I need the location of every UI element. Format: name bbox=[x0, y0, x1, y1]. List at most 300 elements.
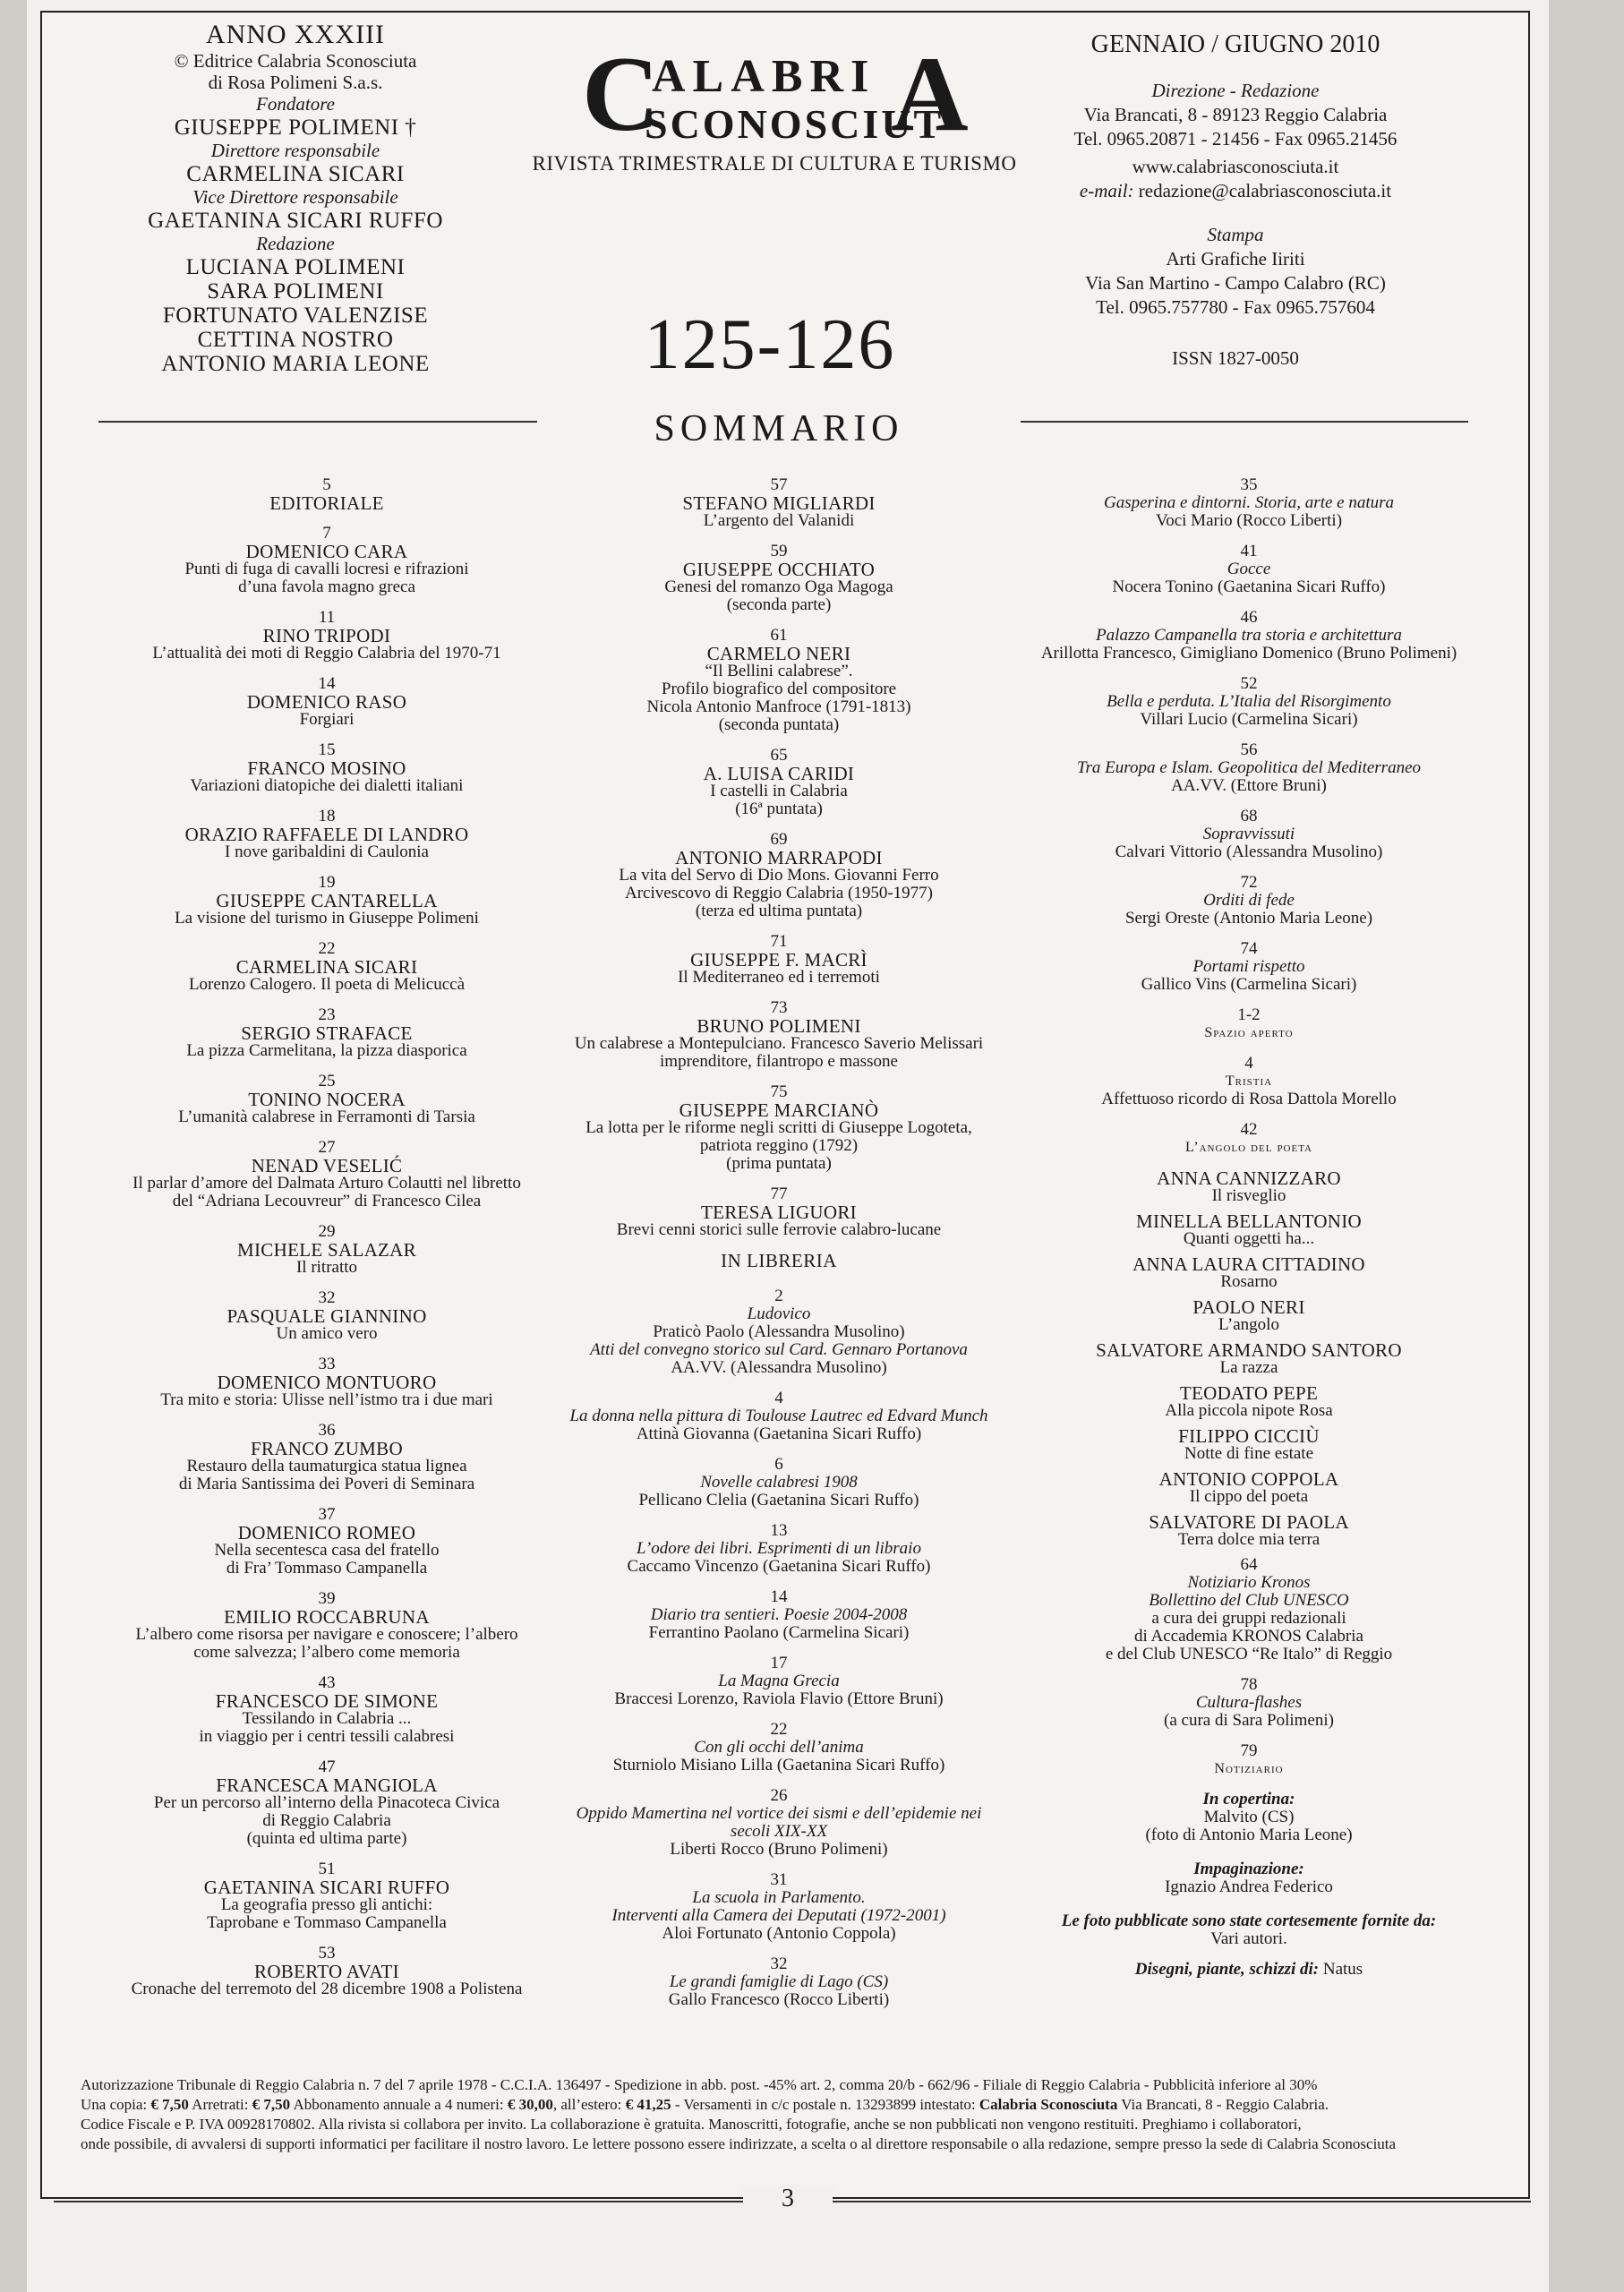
photo-credit bbox=[1021, 1912, 1477, 1948]
price-abroad: € 41,25 bbox=[625, 2096, 671, 2113]
entry-page-number: 71 bbox=[770, 932, 788, 951]
staff-name: ANTONIO MARIA LEONE bbox=[161, 352, 430, 376]
staff-name: FORTUNATO VALENZISE bbox=[162, 304, 429, 328]
entry-author: FRANCO MOSINO bbox=[247, 757, 406, 779]
contents-entry bbox=[555, 1787, 1003, 1859]
entry-author: TONINO NOCERA bbox=[248, 1089, 406, 1110]
entry-author: PASQUALE GIANNINO bbox=[227, 1305, 427, 1327]
entry-title: Con gli occhi dell’anima bbox=[694, 1738, 864, 1757]
contents-entry bbox=[555, 1588, 1003, 1642]
entry-text: Nocera Tonino (Gaetanina Sicari Ruffo) bbox=[1112, 577, 1386, 596]
entry-page-number: 77 bbox=[770, 1184, 788, 1203]
cover-credit bbox=[1021, 1791, 1477, 1844]
entry-page-number: 11 bbox=[318, 608, 336, 627]
entry-title: La scuola in Parlamento. bbox=[692, 1888, 866, 1907]
entry-text: di Fra’ Tommaso Campanella bbox=[226, 1559, 428, 1578]
contents-entry bbox=[98, 609, 555, 663]
entry-page-number: 27 bbox=[318, 1138, 336, 1157]
poem-entry bbox=[1021, 1513, 1477, 1549]
website-link[interactable]: www.calabriasconosciuta.it bbox=[1132, 156, 1339, 177]
entry-text: a cura dei gruppi redazionali bbox=[1151, 1609, 1346, 1628]
editorial-staff-label: Redazione bbox=[256, 233, 335, 254]
contents-entry bbox=[98, 675, 555, 729]
entry-page-number: 72 bbox=[1240, 873, 1258, 892]
price-back-issues: € 7,50 bbox=[252, 2096, 291, 2113]
entry-author: SERGIO STRAFACE bbox=[241, 1022, 413, 1044]
contents-entry bbox=[98, 1945, 555, 1998]
issn: ISSN 1827-0050 bbox=[1172, 347, 1299, 369]
entry-text: La geografia presso gli antichi: bbox=[220, 1895, 433, 1914]
entry-title: Diario tra sentieri. Poesie 2004-2008 bbox=[650, 1605, 908, 1624]
entry-page-number: 32 bbox=[770, 1954, 788, 1973]
poet-name: TEODATO PEPE bbox=[1179, 1382, 1319, 1404]
contents-entry bbox=[98, 1758, 555, 1848]
entry-title: Notiziario Kronos bbox=[1187, 1573, 1311, 1592]
entry-text: di Accademia KRONOS Calabria bbox=[1134, 1627, 1363, 1646]
entry-text: come salvezza; l’albero come memoria bbox=[193, 1643, 460, 1662]
entry-text: in viaggio per i centri tessili calabresi bbox=[199, 1727, 455, 1746]
entry-page-number: 59 bbox=[770, 542, 788, 560]
footer-line-4: onde possibile, di avvalersi di supporti informatici per facilitare il nostro lavoro. Le lettere possono essere indirizzate, a scelta o al direttore responsabile o alla redazione, sempre presso la sede di Calabria Sconosciuta bbox=[81, 2135, 1397, 2152]
entry-page-number: 19 bbox=[318, 873, 336, 892]
entry-author: FRANCO ZUMBO bbox=[251, 1438, 403, 1459]
entry-author: FRANCESCO DE SIMONE bbox=[215, 1690, 439, 1712]
entry-text: Forgiari bbox=[299, 710, 355, 729]
in-libreria-title: IN LIBRERIA bbox=[721, 1250, 837, 1271]
staff-name: CETTINA NOSTRO bbox=[197, 328, 394, 352]
volume-year: ANNO XXXIII bbox=[205, 20, 386, 49]
drawings-credit bbox=[1021, 1961, 1477, 1979]
entry-title: Palazzo Campanella tra storia e architettura bbox=[1096, 626, 1402, 645]
entry-page-number: 7 bbox=[322, 524, 331, 543]
footer-line-2: Una copia: € 7,50 Arretrati: € 7,50 Abbonamento annuale a 4 numeri: € 30,00, all’estero: € 41,25 - Versamenti in c/c postale n. 13293899 intestato: Calabria Sconosciuta Via Brancati, 8 - Reggio Calabria. bbox=[81, 2096, 1329, 2113]
contents-entry bbox=[555, 1721, 1003, 1775]
entry-page-number: 73 bbox=[770, 998, 788, 1017]
entry-title: Bella e perduta. L’Italia del Risorgimento bbox=[1107, 692, 1391, 711]
poem-title: Il cippo del poeta bbox=[1189, 1487, 1309, 1506]
entry-page-number: 78 bbox=[1240, 1675, 1258, 1694]
entry-page-number: 33 bbox=[318, 1355, 336, 1373]
entry-title: Atti del convegno storico sul Card. Gennaro Portanova bbox=[590, 1340, 968, 1359]
entry-text: Gallico Vins (Carmelina Sicari) bbox=[1141, 975, 1357, 994]
entry-text: e del Club UNESCO “Re Italo” di Reggio bbox=[1105, 1645, 1393, 1663]
entry-text: AA.VV. (Ettore Bruni) bbox=[1171, 776, 1327, 795]
contents-entry bbox=[1021, 741, 1477, 795]
entry-text: I castelli in Calabria bbox=[710, 782, 848, 800]
contents-entry bbox=[555, 933, 1003, 987]
entry-page-number: 29 bbox=[318, 1222, 336, 1241]
masthead-left bbox=[63, 20, 528, 376]
contents-entry bbox=[98, 476, 555, 512]
entry-page-number: 4 bbox=[1244, 1054, 1253, 1073]
contents-entry bbox=[1021, 1556, 1477, 1663]
issue-number: 125-126 bbox=[644, 305, 896, 384]
entry-page-number: 17 bbox=[770, 1654, 788, 1672]
entry-author: ROBERTO AVATI bbox=[254, 1961, 399, 1982]
entry-text: Affettuoso ricordo di Rosa Dattola Morello bbox=[1101, 1090, 1397, 1108]
contents-entry bbox=[98, 1139, 555, 1210]
contents-entry bbox=[555, 627, 1003, 734]
direction-label: Direzione - Redazione bbox=[1151, 80, 1320, 101]
founder-name: GIUSEPPE POLIMENI † bbox=[174, 115, 417, 140]
entry-author: A. LUISA CARIDI bbox=[703, 763, 855, 784]
director-name: CARMELINA SICARI bbox=[186, 162, 405, 186]
entry-text: d’una favola magno greca bbox=[238, 577, 415, 596]
entry-text: Tra mito e storia: Ulisse nell’istmo tra i due mari bbox=[160, 1390, 493, 1409]
entry-author: GIUSEPPE MARCIANÒ bbox=[679, 1099, 879, 1121]
printer-name: Arti Grafiche Iiriti bbox=[1166, 248, 1305, 269]
entry-text: di Reggio Calabria bbox=[262, 1811, 391, 1830]
price-subscription: € 30,00 bbox=[507, 2096, 553, 2113]
entry-page-number: 31 bbox=[770, 1870, 788, 1889]
footer-line-3: Codice Fiscale e P. IVA 00928170802. Alla rivista si collabora per invito. La collaborazione è gratuita. Manoscritti, fotografie, anche se non pubblicati non vengono restituiti. Preghiamo i collaboratori, bbox=[81, 2116, 1302, 2133]
entry-text: Braccesi Lorenzo, Raviola Flavio (Ettore Bruni) bbox=[614, 1689, 944, 1708]
contents-entry bbox=[98, 1590, 555, 1662]
entry-text: del “Adriana Lecouvreur” di Francesco Cilea bbox=[172, 1192, 482, 1210]
entry-text: I nove garibaldini di Caulonia bbox=[225, 842, 429, 861]
staff-name: SARA POLIMENI bbox=[207, 279, 384, 304]
price-single: € 7,50 bbox=[150, 2096, 189, 2113]
entry-page-number: 13 bbox=[770, 1521, 788, 1540]
entry-title: La donna nella pittura di Toulouse Lautrec ed Edvard Munch bbox=[569, 1407, 988, 1425]
contents-entry bbox=[1021, 940, 1477, 994]
poem-title: Terra dolce mia terra bbox=[1177, 1530, 1321, 1549]
contents-entry bbox=[98, 1356, 555, 1409]
entry-author: DOMENICO MONTUORO bbox=[217, 1372, 437, 1393]
entry-author: DOMENICO ROMEO bbox=[237, 1522, 416, 1544]
poem-entry bbox=[1021, 1384, 1477, 1420]
vice-director-name: GAETANINA SICARI RUFFO bbox=[148, 209, 443, 233]
entry-author: CARMELO NERI bbox=[706, 643, 851, 664]
poet-name: PAOLO NERI bbox=[1192, 1296, 1305, 1318]
entry-page-number: 61 bbox=[770, 626, 788, 645]
entry-page-number: 15 bbox=[318, 740, 336, 759]
poem-entry bbox=[1021, 1212, 1477, 1248]
entry-author: GIUSEPPE CANTARELLA bbox=[216, 890, 438, 911]
contents-entry bbox=[1021, 1742, 1477, 1778]
entry-text: Un calabrese a Montepulciano. Francesco Saverio Melissari bbox=[574, 1034, 984, 1053]
entry-text: L’umanità calabrese in Ferramonti di Tarsia bbox=[178, 1108, 475, 1126]
entry-page-number: 42 bbox=[1240, 1120, 1258, 1139]
entry-section-name: L’angolo del poeta bbox=[1184, 1140, 1313, 1155]
entry-page-number: 5 bbox=[322, 475, 331, 494]
entry-author: BRUNO POLIMENI bbox=[697, 1015, 861, 1037]
print-label: Stampa bbox=[1207, 224, 1264, 245]
entry-text: Arillotta Francesco, Gimigliano Domenico (Bruno Polimeni) bbox=[1040, 644, 1457, 663]
entry-title: Gocce bbox=[1227, 560, 1271, 578]
entry-text: patriota reggino (1792) bbox=[699, 1136, 859, 1155]
poem-title: Il risveglio bbox=[1211, 1186, 1286, 1205]
contents-entry bbox=[555, 1955, 1003, 2009]
entry-page-number: 36 bbox=[318, 1421, 336, 1440]
entry-page-number: 14 bbox=[318, 674, 336, 693]
contents-entry bbox=[1021, 1676, 1477, 1730]
logo-word-calabria: ALABRI bbox=[652, 51, 876, 102]
logo-word-sconosciuta: SCONOSCIUT bbox=[645, 101, 944, 147]
entry-text: Villari Lucio (Carmelina Sicari) bbox=[1140, 710, 1358, 729]
entry-page-number: 25 bbox=[318, 1072, 336, 1090]
entry-title: secoli XIX-XX bbox=[730, 1822, 828, 1841]
entry-text: Voci Mario (Rocco Liberti) bbox=[1155, 511, 1343, 530]
office-address: Via Brancati, 8 - 89123 Reggio Calabria bbox=[1083, 104, 1388, 125]
poet-name: MINELLA BELLANTONIO bbox=[1135, 1210, 1363, 1232]
contents-entry bbox=[1021, 543, 1477, 596]
poem-entry bbox=[1021, 1169, 1477, 1205]
photo-credit-label: Le foto pubblicate sono state cortesemente fornite da: bbox=[1061, 1911, 1437, 1930]
entry-page-number: 46 bbox=[1240, 608, 1258, 627]
contents-entry bbox=[98, 525, 555, 596]
entry-page-number: 57 bbox=[770, 475, 788, 494]
entry-title: Bollettino del Club UNESCO bbox=[1149, 1591, 1349, 1610]
entry-author: RINO TRIPODI bbox=[262, 625, 391, 646]
contents-entry bbox=[98, 1422, 555, 1493]
drawings-credit-value: Natus bbox=[1322, 1960, 1363, 1979]
entry-author: GAETANINA SICARI RUFFO bbox=[203, 1877, 450, 1898]
entry-page-number: 43 bbox=[318, 1673, 336, 1692]
poem-title: Rosarno bbox=[1220, 1272, 1278, 1291]
entry-text: (seconda parte) bbox=[726, 595, 832, 614]
contents-entry bbox=[1021, 476, 1477, 530]
entry-author: GIUSEPPE OCCHIATO bbox=[682, 559, 876, 580]
entry-title: Interventi alla Camera dei Deputati (1972-2001) bbox=[611, 1906, 946, 1925]
entry-text: Aloi Fortunato (Antonio Coppola) bbox=[662, 1924, 896, 1943]
entry-page-number: 52 bbox=[1240, 674, 1258, 693]
poem-entry bbox=[1021, 1298, 1477, 1334]
entry-text: L’attualità dei moti di Reggio Calabria del 1970-71 bbox=[152, 644, 501, 663]
entry-text: Restauro della taumaturgica statua lignea bbox=[186, 1457, 467, 1475]
entry-text: La lotta per le riforme negli scritti di Giuseppe Logoteta, bbox=[585, 1118, 972, 1137]
entry-text: Cronache del terremoto del 28 dicembre 1908 a Polistena bbox=[131, 1980, 523, 1998]
legal-footer bbox=[81, 2075, 1495, 2154]
contents-entry bbox=[555, 1083, 1003, 1173]
poem-entry bbox=[1021, 1341, 1477, 1377]
entry-text: Il Mediterraneo ed i terremoti bbox=[678, 968, 880, 987]
entry-text: Attinà Giovanna (Gaetanina Sicari Ruffo) bbox=[636, 1424, 922, 1443]
entry-page-number: 53 bbox=[318, 1944, 336, 1963]
entry-text: Brevi cenni storici sulle ferrovie calabro-lucane bbox=[616, 1220, 942, 1239]
layout-name: Ignazio Andrea Federico bbox=[1165, 1877, 1333, 1896]
entry-text: Per un percorso all’interno della Pinacoteca Civica bbox=[153, 1793, 500, 1812]
entry-page-number: 39 bbox=[318, 1589, 336, 1608]
poet-name: ANTONIO COPPOLA bbox=[1158, 1468, 1339, 1490]
entry-text: Punti di fuga di cavalli locresi e rifrazioni bbox=[184, 560, 469, 578]
entry-author: TERESA LIGUORI bbox=[701, 1202, 857, 1223]
poem-title: Notte di fine estate bbox=[1184, 1444, 1314, 1463]
poem-title: La razza bbox=[1219, 1358, 1278, 1377]
photo-credit-value: Vari autori. bbox=[1210, 1929, 1287, 1948]
entry-page-number: 64 bbox=[1240, 1555, 1258, 1574]
entry-text: Lorenzo Calogero. Il poeta di Melicuccà bbox=[188, 975, 466, 994]
entry-section-name: Tristia bbox=[1225, 1073, 1273, 1089]
staff-name: LUCIANA POLIMENI bbox=[185, 255, 406, 279]
entry-author: MICHELE SALAZAR bbox=[237, 1239, 416, 1261]
entry-page-number: 69 bbox=[770, 830, 788, 849]
contents-entry bbox=[555, 1655, 1003, 1708]
email-link[interactable]: redazione@calabriasconosciuta.it bbox=[1138, 180, 1392, 201]
contents-column-1 bbox=[98, 476, 555, 2011]
entry-text: Gallo Francesco (Rocco Liberti) bbox=[668, 1990, 890, 2009]
entry-page-number: 14 bbox=[770, 1587, 788, 1606]
entry-title: Ludovico bbox=[747, 1304, 811, 1323]
contents-entry bbox=[98, 1223, 555, 1277]
entry-text: La vita del Servo di Dio Mons. Giovanni Ferro bbox=[619, 866, 939, 885]
entry-text: (a cura di Sara Polimeni) bbox=[1164, 1711, 1334, 1730]
entry-text: (quinta ed ultima parte) bbox=[246, 1829, 407, 1848]
entry-text: L’albero come risorsa per navigare e conoscere; l’albero bbox=[135, 1625, 518, 1644]
entry-author: EDITORIALE bbox=[269, 492, 384, 514]
entry-title: Sopravvissuti bbox=[1202, 825, 1295, 843]
entry-page-number: 4 bbox=[774, 1389, 783, 1407]
footer-line-1: Autorizzazione Tribunale di Reggio Calabria n. 7 del 7 aprile 1978 - C.C.I.A. 136497 - Spedizione in abb. post. -45% art. 2, comma 20/b - 662/96 - Filiale di Reggio Calabria - Pubblicità inferiore al 30% bbox=[81, 2076, 1318, 2093]
entry-author: CARMELINA SICARI bbox=[235, 956, 418, 978]
poem-entry bbox=[1021, 1427, 1477, 1463]
contents-column-3 bbox=[1021, 476, 1477, 1991]
entry-page-number: 47 bbox=[318, 1757, 336, 1776]
entry-text: La pizza Carmelitana, la pizza diasporica bbox=[186, 1041, 467, 1060]
logo-letter-c: C bbox=[582, 34, 660, 153]
entry-page-number: 35 bbox=[1240, 475, 1258, 494]
entry-author: GIUSEPPE F. MACRÌ bbox=[690, 949, 868, 971]
contents-entry bbox=[98, 1674, 555, 1746]
entry-title: Orditi di fede bbox=[1203, 891, 1295, 910]
office-phone: Tel. 0965.20871 - 21456 - Fax 0965.21456 bbox=[1073, 128, 1397, 150]
contents-entry bbox=[555, 1871, 1003, 1943]
entry-section-name: Notiziario bbox=[1214, 1761, 1284, 1776]
contents-entry bbox=[98, 1506, 555, 1578]
contents-entry bbox=[98, 1073, 555, 1126]
entry-text: Un amico vero bbox=[276, 1324, 378, 1343]
contents-entry bbox=[98, 741, 555, 795]
poet-name: FILIPPO CICCIÙ bbox=[1178, 1425, 1320, 1447]
entry-text: (seconda puntata) bbox=[718, 715, 840, 734]
entry-section-name: Spazio aperto bbox=[1204, 1025, 1294, 1040]
contents-entry bbox=[98, 874, 555, 928]
printer-address: Via San Martino - Campo Calabro (RC) bbox=[1085, 272, 1386, 294]
entry-text: Nicola Antonio Manfroce (1791-1813) bbox=[646, 697, 911, 716]
entry-title: La Magna Grecia bbox=[718, 1672, 840, 1690]
entry-text: Liberti Rocco (Bruno Polimeni) bbox=[670, 1840, 888, 1859]
contents-entry bbox=[1021, 675, 1477, 729]
page-number: 3 bbox=[743, 2185, 833, 2213]
poem-entry bbox=[1021, 1470, 1477, 1506]
poem-entry bbox=[1021, 1255, 1477, 1291]
poet-name: SALVATORE ARMANDO SANTORO bbox=[1096, 1339, 1402, 1361]
issue-date: GENNAIO / GIUGNO 2010 bbox=[1090, 30, 1380, 58]
entry-page-number: 68 bbox=[1240, 807, 1258, 825]
entry-text: (terza ed ultima puntata) bbox=[695, 902, 863, 920]
publisher-line-1: © Editrice Calabria Sconosciuta bbox=[174, 50, 417, 72]
entry-text: La visione del turismo in Giuseppe Polimeni bbox=[175, 909, 479, 928]
entry-author: EMILIO ROCCABRUNA bbox=[224, 1606, 430, 1628]
entry-text: Profilo biografico del compositore bbox=[661, 680, 897, 698]
contents-entry bbox=[1021, 1055, 1477, 1108]
contents-entry bbox=[555, 831, 1003, 920]
cover-label: In copertina: bbox=[1202, 1790, 1295, 1809]
entry-text: Caccamo Vincenzo (Gaetanina Sicari Ruffo) bbox=[627, 1557, 931, 1576]
entry-page-number: 56 bbox=[1240, 740, 1258, 759]
entry-page-number: 6 bbox=[774, 1455, 783, 1474]
founder-label: Fondatore bbox=[256, 93, 335, 115]
entry-page-number: 79 bbox=[1240, 1741, 1258, 1760]
poem-title: L’angolo bbox=[1218, 1315, 1279, 1334]
entry-text: “Il Bellini calabrese”. bbox=[705, 662, 853, 680]
contents-entry bbox=[98, 1006, 555, 1060]
contents-entry bbox=[98, 940, 555, 994]
entry-text: imprenditore, filantropo e massone bbox=[660, 1052, 898, 1071]
magazine-logo bbox=[537, 34, 985, 153]
entry-text: Pellicano Clelia (Gaetanina Sicari Ruffo) bbox=[638, 1491, 919, 1509]
entry-text: di Maria Santissima dei Poveri di Seminara bbox=[178, 1475, 475, 1493]
layout-credit bbox=[1021, 1860, 1477, 1896]
account-holder: Calabria Sconosciuta bbox=[979, 2096, 1118, 2113]
contents-entry bbox=[1021, 874, 1477, 928]
contents-entry bbox=[555, 1185, 1003, 1239]
entry-author: DOMENICO RASO bbox=[246, 691, 407, 713]
contents-entry bbox=[1021, 1006, 1477, 1042]
contents-entry bbox=[1021, 609, 1477, 663]
entry-text: Ferrantino Paolano (Carmelina Sicari) bbox=[648, 1623, 910, 1642]
entry-author: STEFANO MIGLIARDI bbox=[682, 492, 876, 514]
entry-text: Nella secentesca casa del fratello bbox=[214, 1541, 440, 1560]
contents-entry bbox=[555, 1287, 1003, 1377]
entry-text: (16ª puntata) bbox=[735, 800, 823, 818]
contents-entry bbox=[555, 747, 1003, 818]
director-label: Direttore responsabile bbox=[210, 140, 380, 161]
entry-title: Oppido Mamertina nel vortice dei sismi e dell’epidemie nei bbox=[576, 1804, 982, 1823]
contents-entry bbox=[555, 543, 1003, 614]
contents-entry bbox=[555, 1456, 1003, 1509]
entry-text: Taprobane e Tommaso Campanella bbox=[207, 1913, 447, 1932]
cover-photo: (foto di Antonio Maria Leone) bbox=[1145, 1826, 1353, 1844]
entry-text: Arcivescovo di Reggio Calabria (1950-1977) bbox=[624, 884, 934, 902]
entry-page-number: 2 bbox=[774, 1287, 783, 1305]
entry-page-number: 65 bbox=[770, 746, 788, 765]
entry-page-number: 74 bbox=[1240, 939, 1258, 958]
entry-text: Il ritratto bbox=[295, 1258, 358, 1277]
contents-entry bbox=[98, 1289, 555, 1343]
entry-text: Calvari Vittorio (Alessandra Musolino) bbox=[1115, 842, 1383, 861]
vice-director-label: Vice Direttore responsabile bbox=[192, 186, 398, 208]
email-label: e-mail: bbox=[1079, 180, 1134, 201]
entry-page-number: 1-2 bbox=[1237, 1005, 1261, 1024]
entry-author: DOMENICO CARA bbox=[245, 541, 408, 562]
contents-entry bbox=[1021, 1121, 1477, 1157]
contents-column-2 bbox=[555, 476, 1003, 2022]
entry-text: L’argento del Valanidi bbox=[703, 511, 855, 530]
entry-author: ANTONIO MARRAPODI bbox=[675, 847, 883, 868]
entry-text: Tessilando in Calabria ... bbox=[242, 1709, 412, 1728]
contents-entry bbox=[98, 1860, 555, 1932]
poet-name: ANNA LAURA CITTADINO bbox=[1133, 1253, 1365, 1275]
contents-entry bbox=[98, 808, 555, 861]
poem-title: Alla piccola nipote Rosa bbox=[1165, 1401, 1333, 1420]
entry-text: Sturniolo Misiano Lilla (Gaetanina Sicari Ruffo) bbox=[612, 1756, 945, 1775]
poet-name: ANNA CANNIZZARO bbox=[1157, 1167, 1341, 1189]
entry-page-number: 22 bbox=[770, 1720, 788, 1739]
entry-text: Praticò Paolo (Alessandra Musolino) bbox=[653, 1322, 905, 1341]
entry-title: Portami rispetto bbox=[1192, 957, 1305, 976]
entry-page-number: 37 bbox=[318, 1505, 336, 1524]
entry-page-number: 41 bbox=[1240, 542, 1258, 560]
entry-author: NENAD VESELIĆ bbox=[251, 1155, 403, 1176]
magazine-subtitle: RIVISTA TRIMESTRALE DI CULTURA E TURISMO bbox=[532, 152, 1017, 175]
entry-title: Le grandi famiglie di Lago (CS) bbox=[669, 1972, 889, 1991]
entry-page-number: 23 bbox=[318, 1005, 336, 1024]
cover-place: Malvito (CS) bbox=[1203, 1808, 1295, 1826]
entry-page-number: 32 bbox=[318, 1288, 336, 1307]
entry-title: Tra Europa e Islam. Geopolitica del Mediterraneo bbox=[1077, 758, 1421, 777]
contents-entry bbox=[555, 476, 1003, 530]
